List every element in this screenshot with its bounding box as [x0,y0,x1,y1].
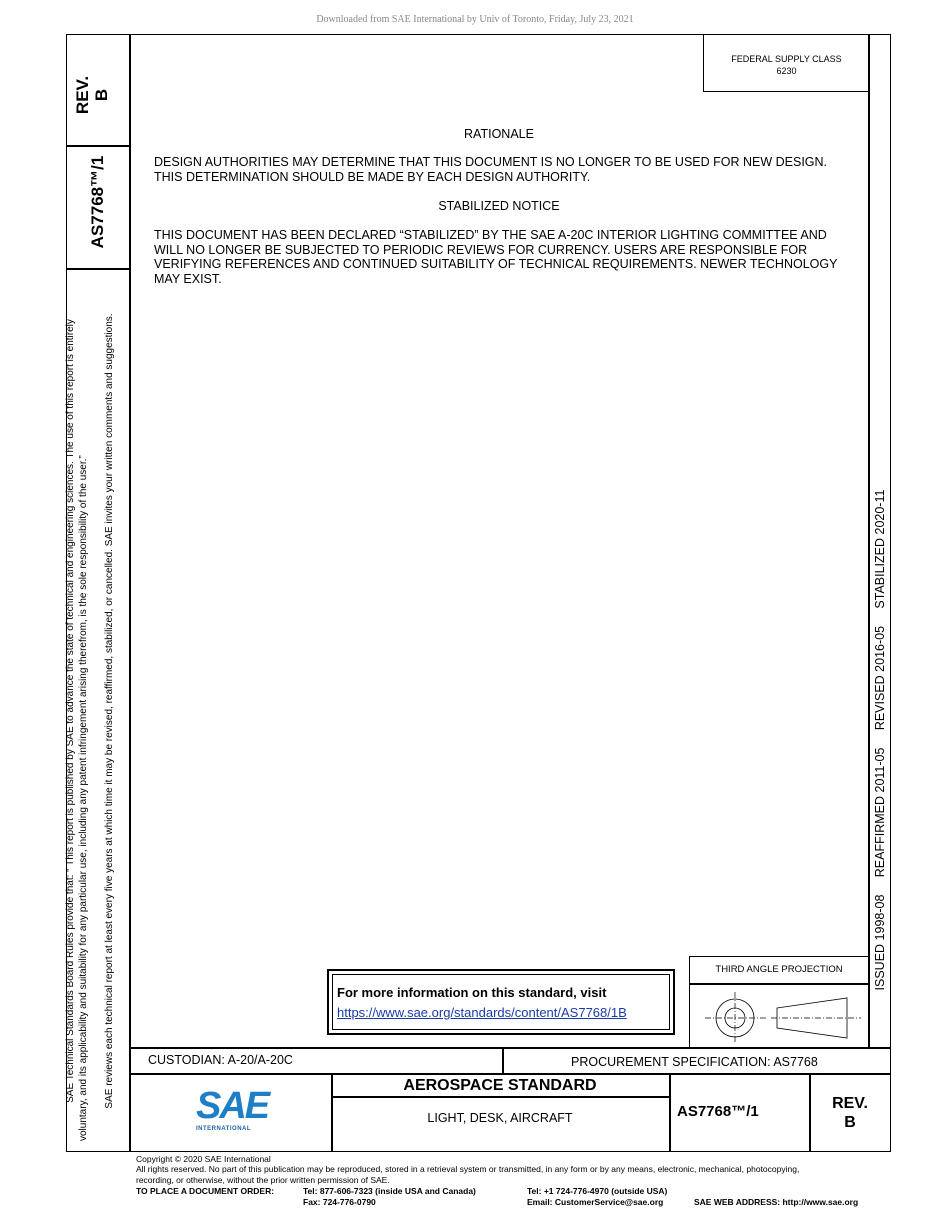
more-info-title: For more information on this standard, visit [337,985,607,1000]
sae-logo [196,1085,269,1136]
doc-number: AS7768™/1 [677,1103,759,1120]
title-block-top [129,1047,891,1049]
rationale-text: DESIGN AUTHORITIES MAY DETERMINE THAT THIS DOCUMENT IS NO LONGER TO BE USED FOR NEW DESIGN. THIS DETERMINATION SHOULD BE MADE BY EACH DESIGN AUTHORITY. [154,155,828,184]
fax: Fax: 724-776-0790 [303,1197,376,1207]
download-note: Downloaded from SAE International by Univ of Toronto, Friday, July 23, 2021 [316,14,634,25]
rev-vertical [73,45,123,145]
rev-value: B [844,1114,856,1131]
sae-logo-mark: SAE [196,1085,269,1127]
custodian-label: CUSTODIAN: A-20/A-20C [148,1053,293,1067]
revision-history: ISSUED 1998-08 REAFFIRMED 2011-05 REVISED 2016-05 STABILIZED 2020-11 [873,489,887,991]
federal-supply-class-box [703,34,869,92]
stabilized-text: THIS DOCUMENT HAS BEEN DECLARED “STABILIZED” BY THE SAE A-20C INTERIOR LIGHTING COMMITTEE AND WILL NO LONGER BE SUBJECTED TO PERIODIC REVIEWS FOR CURRENCY. USERS ARE RESPONSIBLE FOR VERIFYING REFERENCES AND CONTINUED SUITABILITY OF TECHNICAL REQUIREMENTS. NEWER TECHNOLOGY MAY EXIST. [154,228,838,286]
rev-label-vertical: REV. [73,75,92,115]
tel-outside: Tel: +1 724-776-4970 (outside USA) [527,1186,668,1196]
projection-divider [689,983,869,985]
order-label: TO PLACE A DOCUMENT ORDER: [136,1186,275,1196]
doc-number-vertical: AS7768™/1 [88,155,107,249]
procurement-label: PROCUREMENT SPECIFICATION: AS7768 [571,1055,818,1069]
sae-logo-sub: INTERNATIONAL [196,1126,252,1132]
sidebar-legal-line3: SAE reviews each technical report at least every five years at which time it may be revised, reaffirmed, stabilized, or cancelled. SAE invites your written comments and suggestions. [104,313,115,1109]
rights-line1: All rights reserved. No part of this publication may be reproduced, stored in a retrieval system or transmitted, in any form or by any means, electronic, mechanical, photocopying, [136,1164,800,1174]
title-block-mid [129,1073,891,1075]
stabilized-heading: STABILIZED NOTICE [438,199,560,213]
sidebar-legal-line1: SAE Technical Standards Board Rules provide that: “ This report is published by SAE to advance the state of technical and engineering sciences. The use of this report is entirely [65,319,76,1103]
rev-label: REV. [832,1095,868,1112]
tel-usa: Tel: 877-606-7323 (inside USA and Canada) [303,1186,476,1196]
more-info-inner [332,974,670,1030]
doc-title: LIGHT, DESK, AIRCRAFT [427,1111,573,1125]
docnum-divider [669,1073,671,1152]
doc-type: AEROSPACE STANDARD [403,1077,597,1094]
rev-block [809,1094,891,1132]
projection-symbol-icon [695,986,865,1046]
sidebar-legal-line2: voluntary, and its applicability and suitability for any particular use, including any patent infringement arising therefrom, is the sole responsibility of the user.” [78,455,89,1141]
web-address: SAE WEB ADDRESS: http://www.sae.org [694,1197,859,1207]
custodian-divider [502,1047,504,1074]
copyright: Copyright © 2020 SAE International [136,1154,271,1164]
standard-link[interactable]: https://www.sae.org/standards/content/AS7768/1B [337,1005,627,1020]
more-info-box [327,969,675,1035]
projection-label: THIRD ANGLE PROJECTION [715,964,843,975]
right-column-divider [868,34,870,1048]
rationale-heading: RATIONALE [464,127,534,141]
rev-value-vertical: B [92,88,111,102]
rights-line2: recording, or otherwise, without the prior written permission of SAE. [136,1175,390,1185]
fsc-value: 6230 [776,66,797,76]
fsc-label: FEDERAL SUPPLY CLASS [731,54,842,64]
email: Email: CustomerService@sae.org [527,1197,664,1207]
docnum-box-divider [66,268,130,270]
doctype-underline [331,1096,669,1098]
